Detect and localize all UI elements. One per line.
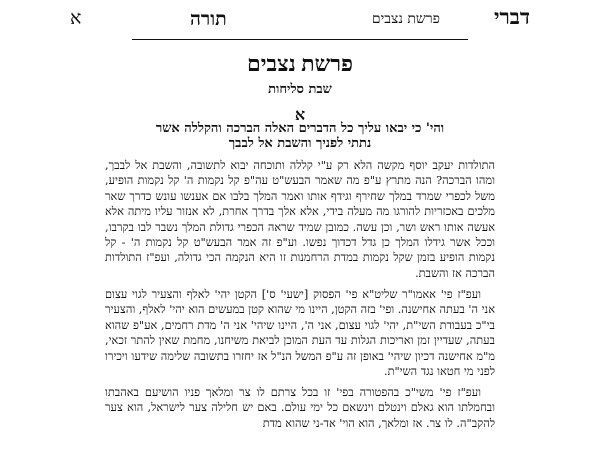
header-page-letter: א	[70, 8, 82, 29]
section-letter: א	[294, 105, 306, 124]
page-title: פרשת נצבים	[246, 51, 354, 76]
page-subtitle: שבת סליחות	[268, 82, 332, 97]
header-book-title: דברי	[493, 5, 530, 29]
paragraph-3: ועפ"ז פי' משי"כ בהפטורה בפי' זו בכל צרתם לו צר ומלאך פניו הושיעם באהבתו ובחמלתו הוא גאלם וינטלם וינשאם כל ימי עולם. באם יש חלילה צער לישראל, הוא צער להקב"ה. לו צר. אז ומלאך, הוא הוי' אד-ני שהוא מדת	[105, 386, 495, 430]
header-torah: תורה	[190, 9, 227, 30]
paragraph-2: ועפ"ז פי' אאמו"ר שליט"א פי' הפסוק [ישעי' ס'] הקטן יהי' לאלף והצעיר לגוי עצום אני ה' בעתה אחישנה. ופי' בזה הקטן, היינו מי שהוא קטן במעשים הוא יהי' לאלף, והצעיר בי"כ בעבודת השי"ת, יהי' לגוי עצום, אני ה', היינו שיהי' אני ה' מדת רחמים, אע"פ שהוא בעתה, שעדיין זמן ואריכות הגלות עד העת המוכן לביאת משיחנו, מחמת שאין להתר זכאי, מ"מ אחישנה דכיון שיהי' באופן זה ע"פ המשל הנ"ל אז יחזרו בתשובה שלימה שידעו ויכירו לפני מי חטאו נגד השי"ת.	[105, 288, 495, 379]
header-rule	[132, 39, 468, 40]
paragraph-1: התולדות יעקב יוסף מקשה הלא רק ע"י קללה ותוכחה יבוא לתשובה, והשבת אל לבבך, ומהו הברכה? הנה מתרץ ע"פ מה שאמר הבעש"ט עה"פ קל נקמות ה' קל נקמות הופיע, משל לכפרי שמרד במלך שחירף וגידף אותו ואמר המלך בלבו אם אענשו עונש כדרך שאר מלכים באכזריות להורגו מה מעלה בידי, אלא אלך בדרך אחרת, לא אנזור עליו מיתה אלא אעשה אותו ראש ושר, וכן עשה. כמובן שמיד שראה הכפרי גדולת המלך נשבר לבו בקרבו, וככל אשר גידלו המלך כן גדל דכדוך נפשו. וע"פ זה אמר הבעש"ט קל נקמות ה' - קל נקמות הופיע בזמן שקל נקמות במדת הרחמנות זו היא הנקמה הכי גדולה, ועפ"ז התולדות הברכה אז והשבת.	[105, 159, 495, 280]
verse-heading: והי' כי יבאו עליך כל הדברים האלה הברכה והקללה אשר נתתי לפניך והשבת אל לבבך	[155, 121, 445, 151]
header-parsha-label: פרשת נצבים	[371, 11, 440, 27]
running-header	[70, 5, 530, 41]
